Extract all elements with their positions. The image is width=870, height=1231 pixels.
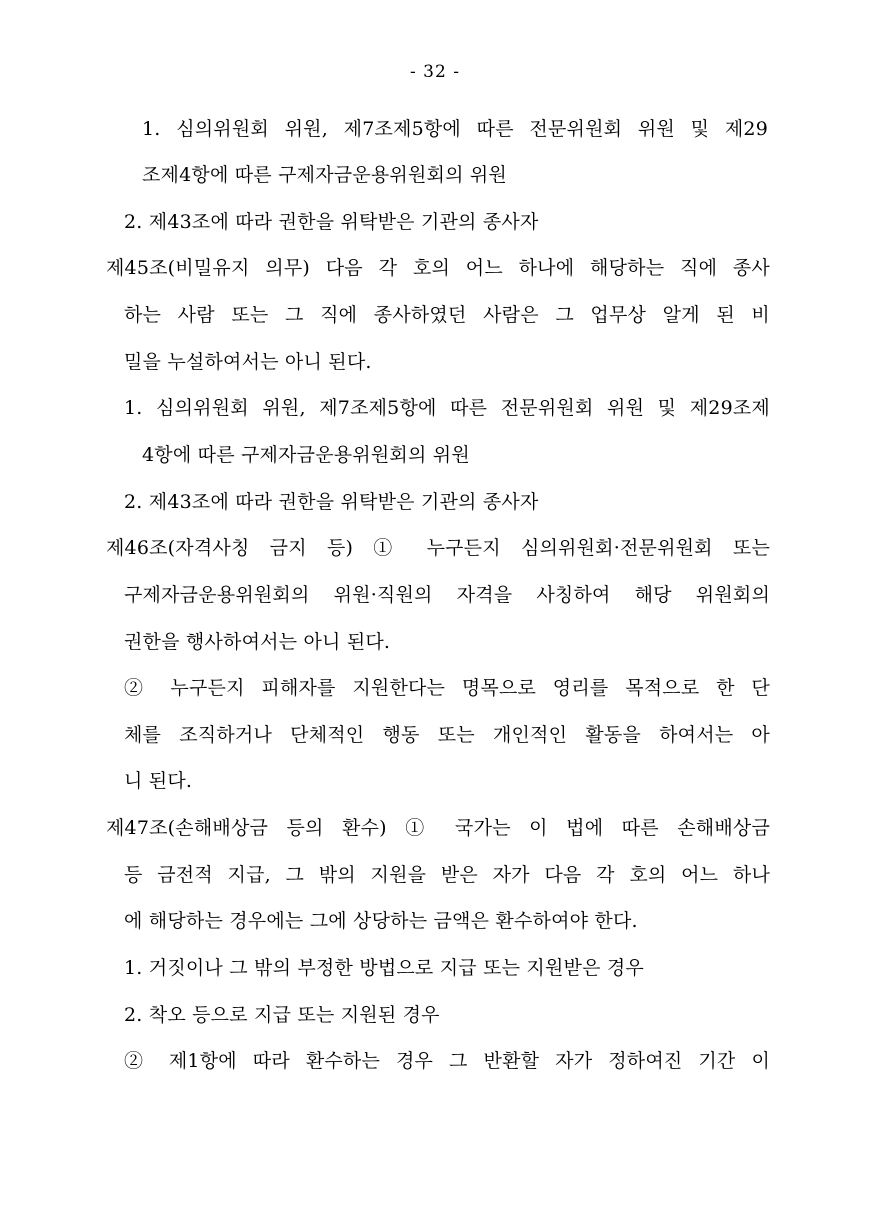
text-line: ② 누구든지 피해자를 지원한다는 명목으로 영리를 목적으로 한 단 <box>124 677 770 699</box>
text-line: 조제4항에 따른 구제자금운용위원회의 위원 <box>142 164 507 186</box>
text-line: 체를 조직하거나 단체적인 행동 또는 개인적인 활동을 하여서는 아 <box>124 724 770 746</box>
page-number: - 32 - <box>410 62 460 82</box>
text-line: 2. 착오 등으로 지급 또는 지원된 경우 <box>124 1004 440 1026</box>
text-line: 등 금전적 지급, 그 밖의 지원을 받은 자가 다음 각 호의 어느 하나 <box>124 864 770 886</box>
text-line: 4항에 따른 구제자금운용위원회의 위원 <box>142 444 470 466</box>
text-line: 하는 사람 또는 그 직에 종사하였던 사람은 그 업무상 알게 된 비 <box>124 304 770 326</box>
text-line: 2. 제43조에 따라 권한을 위탁받은 기관의 종사자 <box>124 491 539 513</box>
text-line: 밀을 누설하여서는 아니 된다. <box>124 351 372 373</box>
text-line: 1. 심의위원회 위원, 제7조제5항에 따른 전문위원회 위원 및 제29 <box>142 118 768 140</box>
article-45-heading: 제45조(비밀유지 의무) 다음 각 호의 어느 하나에 해당하는 직에 종사 <box>106 257 770 279</box>
text-line: 니 된다. <box>124 770 193 792</box>
text-line: 1. 거짓이나 그 밖의 부정한 방법으로 지급 또는 지원받은 경우 <box>124 957 644 979</box>
text-line: 에 해당하는 경우에는 그에 상당하는 금액은 환수하여야 한다. <box>124 910 638 932</box>
text-line: 구제자금운용위원회의 위원·직원의 자격을 사칭하여 해당 위원회의 <box>124 584 770 606</box>
text-line: ② 제1항에 따라 환수하는 경우 그 반환할 자가 정하여진 기간 이 <box>124 1050 770 1072</box>
article-46-heading: 제46조(자격사칭 금지 등) ① 누구든지 심의위원회·전문위원회 또는 <box>106 537 770 559</box>
article-47-heading: 제47조(손해배상금 등의 환수) ① 국가는 이 법에 따른 손해배상금 <box>106 817 770 839</box>
text-line: 1. 심의위원회 위원, 제7조제5항에 따른 전문위원회 위원 및 제29조제 <box>124 397 770 419</box>
text-line: 권한을 행사하여서는 아니 된다. <box>124 631 391 653</box>
text-line: 2. 제43조에 따라 권한을 위탁받은 기관의 종사자 <box>124 211 539 233</box>
